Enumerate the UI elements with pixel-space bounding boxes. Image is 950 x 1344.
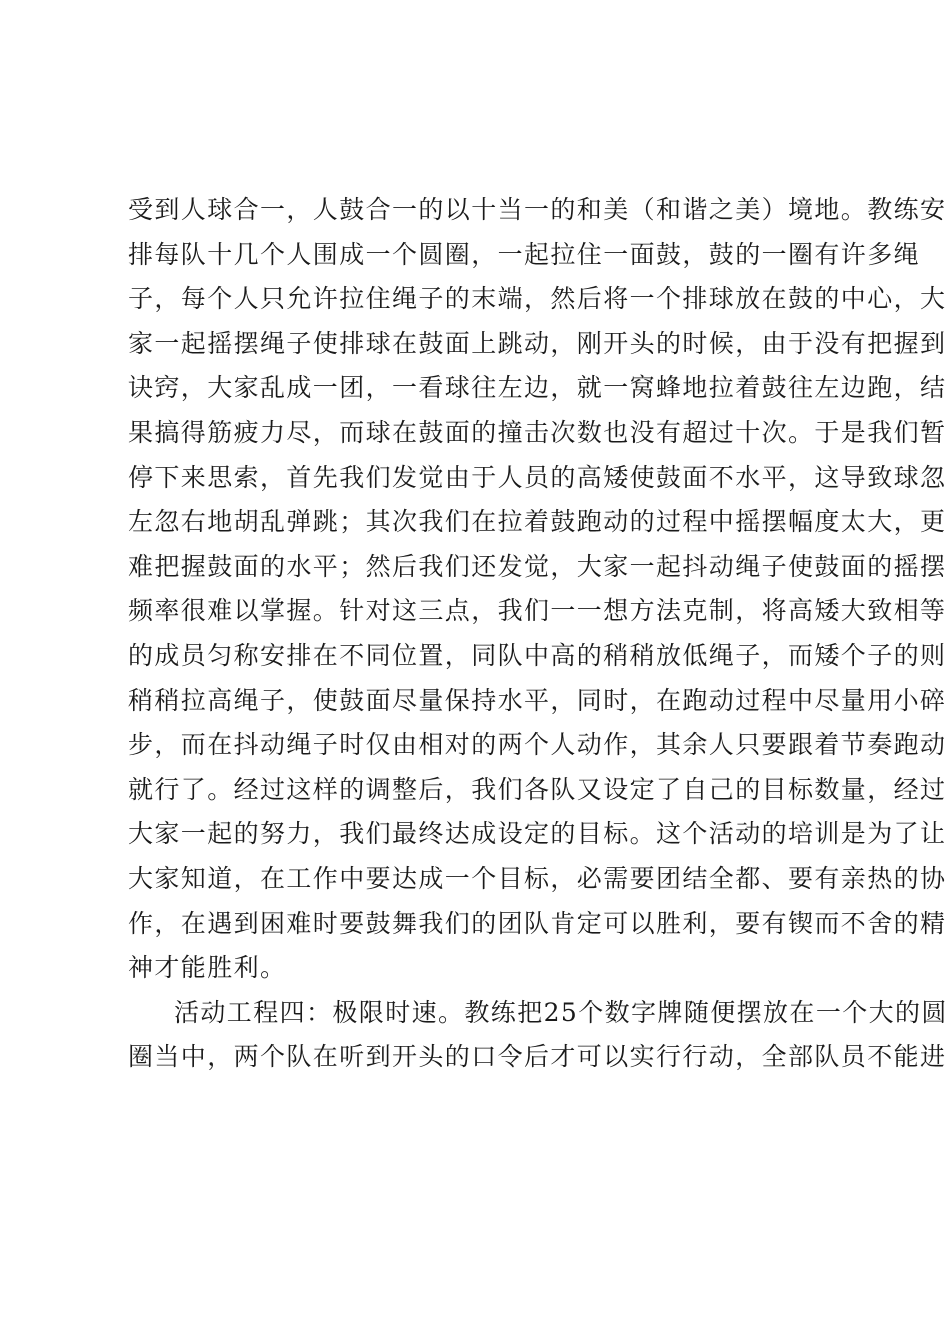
text-line: 作，在遇到困难时要鼓舞我们的团队肯定可以胜利，要有锲而不舍的精 — [128, 908, 947, 938]
text-line: 家一起摇摆绳子使排球在鼓面上跳动，刚开头的时候，由于没有把握到 — [128, 328, 947, 358]
text-line: 大家知道，在工作中要达成一个目标，必需要团结全都、要有亲热的协 — [128, 863, 947, 893]
paragraph-2 — [128, 991, 948, 1080]
document-body — [128, 188, 948, 1080]
text-line: 频率很难以掌握。针对这三点，我们一一想方法克制，将高矮大致相等 — [128, 596, 947, 626]
text-line: 大家一起的努力，我们最终达成设定的目标。这个活动的培训是为了让 — [128, 819, 947, 849]
text-line: 诀窍，大家乱成一团，一看球往左边，就一窝蜂地拉着鼓往左边跑，结 — [128, 373, 947, 403]
text-line: 就行了。经过这样的调整后，我们各队又设定了自己的目标数量，经过 — [128, 774, 947, 804]
text-line: 受到人球合一，人鼓合一的以十当一的和美（和谐之美）境地。教练安 — [128, 195, 947, 224]
text-line: 停下来思索，首先我们发觉由于人员的高矮使鼓面不水平，这导致球忽 — [128, 462, 947, 492]
text-line: 圈当中，两个队在听到开头的口令后才可以实行行动，全部队员不能进 — [128, 1042, 947, 1072]
text-line: 果搞得筋疲力尽，而球在鼓面的撞击次数也没有超过十次。于是我们暂 — [128, 417, 947, 447]
text-line: 神才能胜利。 — [128, 953, 287, 983]
text-line: 左忽右地胡乱弹跳；其次我们在拉着鼓跑动的过程中摇摆幅度太大，更 — [128, 507, 947, 537]
text-line: 的成员匀称安排在不同位置，同队中高的稍稍放低绳子，而矮个子的则 — [128, 640, 947, 670]
text-line: 步，而在抖动绳子时仅由相对的两个人动作，其余人只要跟着节奏跑动 — [128, 730, 947, 760]
text-line: 稍稍拉高绳子，使鼓面尽量保持水平，同时，在跑动过程中尽量用小碎 — [128, 685, 947, 715]
paragraph-1 — [128, 188, 947, 991]
text-line: 排每队十几个人围成一个圆圈，一起拉住一面鼓，鼓的一圈有许多绳 — [128, 239, 921, 269]
text-line: 活动工程四：极限时速。教练把25个数字牌随便摆放在一个大的圆 — [174, 997, 948, 1027]
text-line: 难把握鼓面的水平；然后我们还发觉，大家一起抖动绳子使鼓面的摇摆 — [128, 551, 947, 581]
text-line: 子，每个人只允许拉住绳子的末端，然后将一个排球放在鼓的中心，大 — [128, 284, 947, 314]
